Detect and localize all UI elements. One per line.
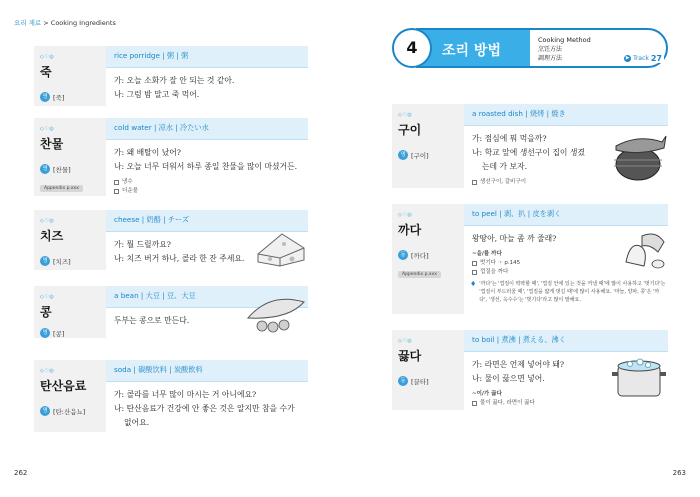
pronunciation xyxy=(40,406,100,416)
vocab-entry xyxy=(392,204,668,314)
running-head-sep: > xyxy=(41,19,51,27)
example-line: 가: 라면은 언제 넣어야 돼? xyxy=(472,360,565,369)
category-icons: ◇♡◎ xyxy=(40,126,55,132)
example-line: 나: 오늘 너무 더워서 하루 종일 찬물을 많이 마셨거든. xyxy=(114,162,298,171)
appendix-tag: Appendix p.xxx xyxy=(398,271,441,278)
audio-play-icon[interactable]: ▶ xyxy=(625,55,630,61)
usage-tip xyxy=(470,280,666,304)
related-note: 껍질을 까다 xyxy=(472,268,660,277)
example-line: 가: 왜 배탈이 났어? xyxy=(114,148,181,157)
running-head-title: Cooking Ingredients xyxy=(50,19,116,27)
category-icons: ◇♡◎ xyxy=(40,368,55,374)
example-line: 없어요. xyxy=(124,418,150,427)
related-note: 생선구이, 갈비구이 xyxy=(472,178,660,187)
pronunciation xyxy=(398,376,458,386)
grilled-fish-illustration xyxy=(608,126,668,184)
pronunciation xyxy=(40,256,100,266)
example-line: 가: 오늘 소화가 잘 안 되는 것 같아. xyxy=(114,76,235,85)
gloss: cold water | 凉水 | 冷たい水 xyxy=(106,118,308,140)
boiling-pot-illustration xyxy=(610,350,668,402)
gloss: a bean | 大豆 | 豆、大豆 xyxy=(106,286,308,308)
lightbulb-icon: ♦ xyxy=(470,280,477,288)
chapter-subtitles xyxy=(538,36,591,63)
vocab-entry xyxy=(34,360,308,432)
word-column xyxy=(34,46,106,106)
noun-badge-icon: 명 xyxy=(40,406,50,416)
example-line: 나: 학교 앞에 생선구이 집이 생겼 xyxy=(472,148,585,157)
gloss: rice porridge | 粥 | 粥 xyxy=(106,46,308,68)
category-icons: ◇♡◎ xyxy=(398,338,413,344)
gloss: a roasted dish | 烧烤 | 焼き xyxy=(464,104,668,126)
noun-badge-icon: 명 xyxy=(40,92,50,102)
pronunciation xyxy=(40,92,100,102)
right-page xyxy=(358,0,700,497)
running-head xyxy=(14,18,116,27)
chapter-number: 4 xyxy=(392,28,432,68)
chapter-title: 조리 방법 xyxy=(418,30,530,68)
running-head-section: 요리 재료 xyxy=(14,19,42,27)
gloss: to peel | 剥、扒 | 皮を剥く xyxy=(464,204,668,226)
pronunciation-text: [콩] xyxy=(53,329,65,338)
example-line: 나: 치즈 버거 하나, 콜라 한 잔 주세요. xyxy=(114,254,245,263)
synonym-note: 냉수 xyxy=(114,178,300,187)
note-box-icon xyxy=(472,261,477,266)
pronunciation xyxy=(40,164,100,174)
track-label: Track xyxy=(633,55,649,62)
related-note: 물이 끓다, 라면이 끓다 xyxy=(472,399,660,408)
head-word: 죽 xyxy=(40,65,52,79)
chapter-title-zh: 烹饪方法 xyxy=(538,46,563,53)
vocab-entry xyxy=(34,210,308,270)
example-line: 두부는 콩으로 만든다. xyxy=(114,316,190,325)
antonym-box-icon xyxy=(114,189,119,194)
pronunciation xyxy=(40,328,100,338)
usage-tip-text: '까다'는 '껍질이 딱딱할 때', '껍질 안에 있는 것을 꺼낼 때'에 많이 사용하고 '벗기다'는 '껍질이 부드러울 때', '껍질을 얇게 벗길 때'에 많이 사용해요. '마늘, 양파, 콩'은 '까다', '생선, 옥수수'는 '벗기다'라고 많이 말해요. xyxy=(479,281,666,303)
example-line: 나: 물이 끓으면 넣어. xyxy=(472,374,545,383)
word-column xyxy=(392,204,464,314)
gloss: cheese | 奶酪 | チーズ xyxy=(106,210,308,232)
synonym-box-icon xyxy=(114,180,119,185)
bean-illustration xyxy=(240,290,308,334)
example-line: 가: 점심에 뭐 먹을까? xyxy=(472,134,547,143)
noun-badge-icon: 명 xyxy=(40,256,50,266)
noun-badge-icon: 명 xyxy=(40,328,50,338)
word-column xyxy=(392,330,464,410)
category-icons: ◇♡◎ xyxy=(398,212,413,218)
category-icons: ◇♡◎ xyxy=(40,218,55,224)
word-column xyxy=(392,104,464,188)
track-number: 27 xyxy=(650,54,662,63)
antonym-note: 더운물 xyxy=(114,187,300,196)
chapter-title-en: Cooking Method xyxy=(538,36,591,44)
head-word: 탄산음료 xyxy=(40,379,87,393)
noun-badge-icon: 명 xyxy=(40,164,50,174)
example-line: 는데 가 보자. xyxy=(482,162,528,171)
page-number-right: 263 xyxy=(672,469,686,477)
example-line: 나: 탄산음료가 건강에 안 좋은 것은 알지만 참을 수가 xyxy=(114,404,295,413)
pronunciation-text: [찬물] xyxy=(53,165,71,174)
peeling-garlic-illustration xyxy=(618,222,668,272)
word-column xyxy=(34,210,106,270)
word-column xyxy=(34,360,106,432)
chapter-title-ja: 調理方法 xyxy=(538,55,563,62)
example-line: 왕땅아, 마늘 좀 까 줄래? xyxy=(472,234,557,243)
note-box-icon xyxy=(472,180,477,185)
head-word: 끓다 xyxy=(398,349,422,363)
gloss: to boil | 煮沸 | 煮える、沸く xyxy=(464,330,668,352)
example-line: 나: 그럼 밤 말고 죽 먹어. xyxy=(114,90,200,99)
vocab-entry xyxy=(392,104,668,188)
note-box-icon xyxy=(472,270,477,275)
category-icons: ◇♡◎ xyxy=(40,54,55,60)
head-word: 치즈 xyxy=(40,229,64,243)
synonym-note: 벗기다 ☞ p.145 xyxy=(472,259,660,268)
vocab-entry xyxy=(34,118,308,196)
pronunciation-text: [끌타] xyxy=(411,377,429,386)
note-box-icon xyxy=(472,401,477,406)
head-word: 구이 xyxy=(398,123,422,137)
chapter-banner xyxy=(392,28,668,68)
word-column xyxy=(34,118,106,196)
head-word: 콩 xyxy=(40,305,52,319)
appendix-tag: Appendix p.xxx xyxy=(40,185,83,192)
audio-track[interactable] xyxy=(622,54,664,63)
left-page xyxy=(0,0,342,497)
vocab-entry xyxy=(34,46,308,106)
vocab-entry xyxy=(392,330,668,410)
pronunciation xyxy=(398,150,458,160)
category-icons: ◇♡◎ xyxy=(40,294,55,300)
verb-badge-icon: 동 xyxy=(398,376,408,386)
usage-form: ~이/가 끓다 xyxy=(472,391,502,397)
page-number-left: 262 xyxy=(14,469,28,477)
verb-badge-icon: 동 xyxy=(398,250,408,260)
pronunciation-text: [죽] xyxy=(53,93,65,102)
head-word: 까다 xyxy=(398,223,422,237)
cheese-illustration xyxy=(252,226,308,270)
word-column xyxy=(34,286,106,338)
pronunciation-text: [탄ː산음뇨] xyxy=(53,407,86,416)
vocab-entry xyxy=(34,286,308,338)
usage-form: ~을/를 까다 xyxy=(472,251,502,257)
gloss: soda | 碳酸饮料 | 炭酸飲料 xyxy=(106,360,308,382)
pronunciation-text: [까다] xyxy=(411,251,429,260)
pronunciation-text: [치즈] xyxy=(53,257,71,266)
noun-badge-icon: 명 xyxy=(398,150,408,160)
category-icons: ◇♡◎ xyxy=(398,112,413,118)
pronunciation-text: [구이] xyxy=(411,151,429,160)
example-line: 가: 콜라를 너무 많이 마시는 거 아니에요? xyxy=(114,390,257,399)
example-line: 가: 뭘 드릴까요? xyxy=(114,240,171,249)
head-word: 찬물 xyxy=(40,137,64,151)
pronunciation xyxy=(398,250,458,260)
